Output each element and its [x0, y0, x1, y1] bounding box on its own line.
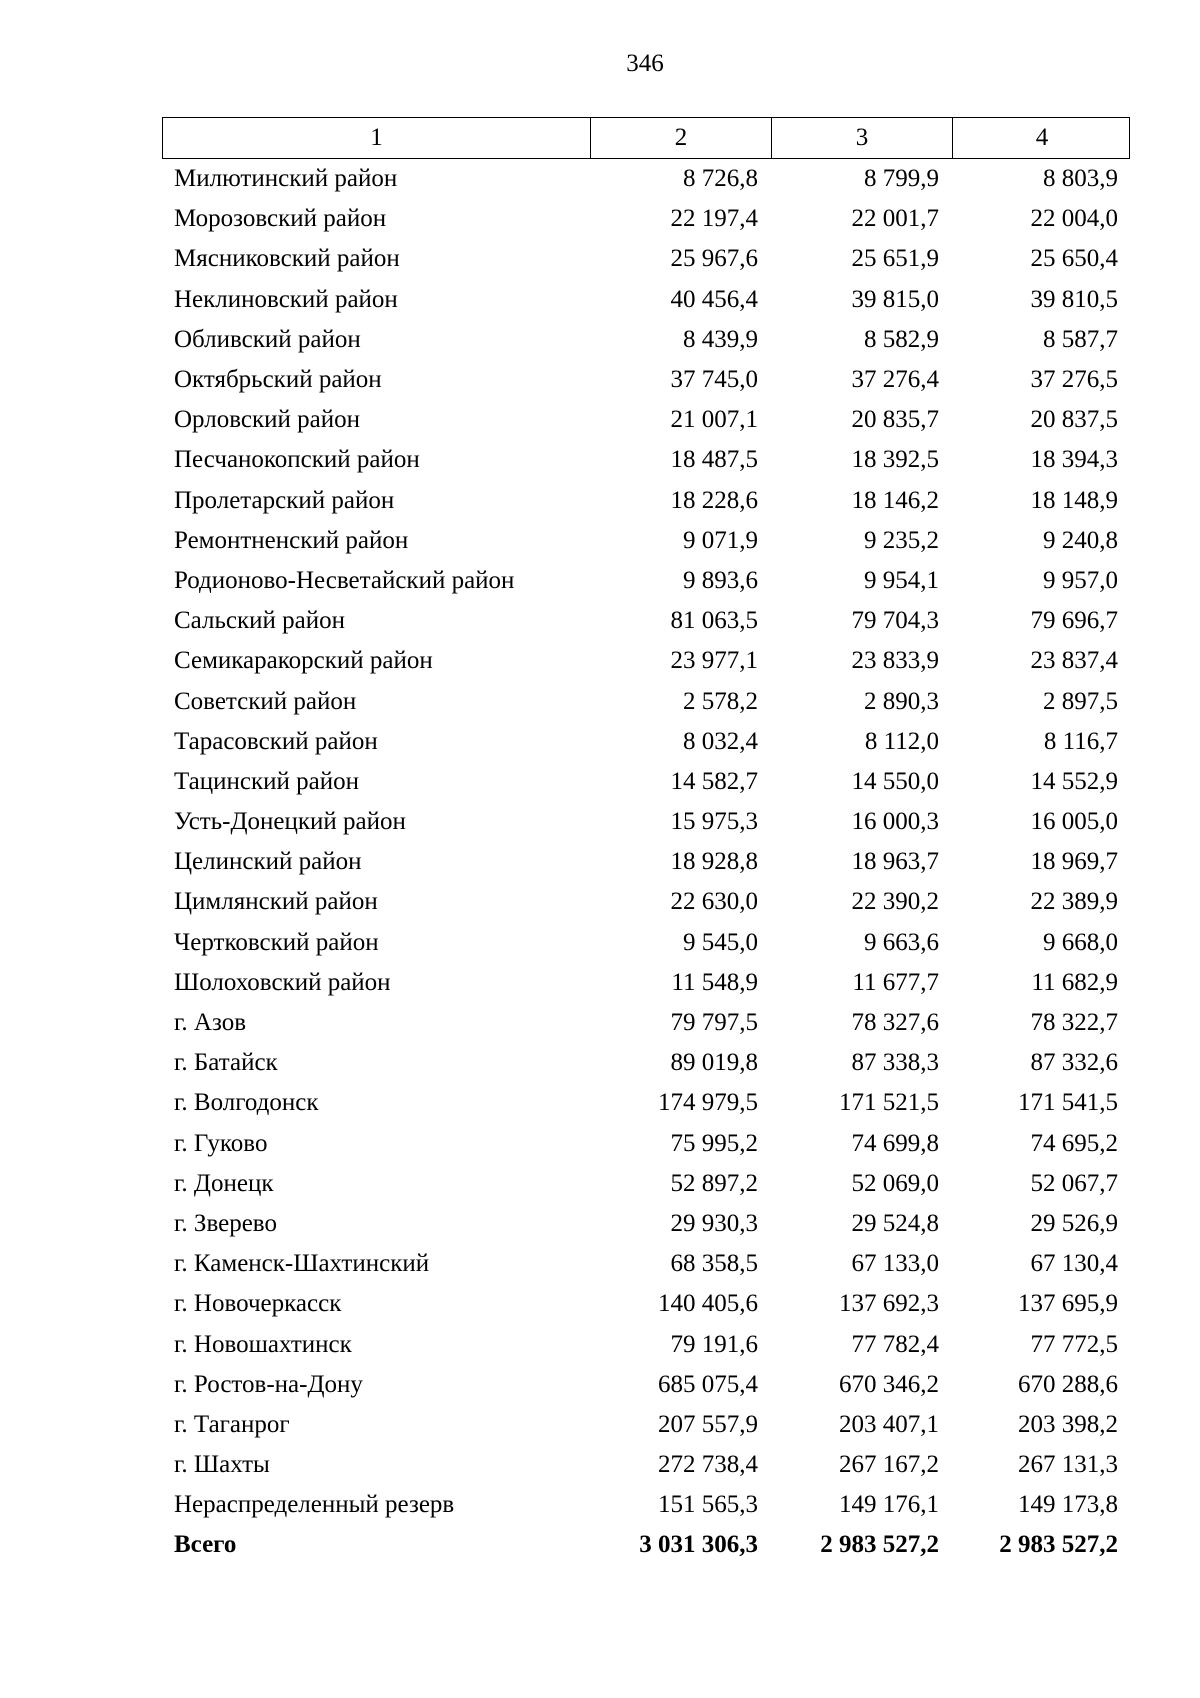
table-row — [162, 481, 1130, 521]
row-name: г. Шахты — [174, 1451, 270, 1479]
value-col-4: 18 148,9 — [1030, 486, 1118, 514]
value-col-4: 2 983 527,2 — [999, 1531, 1118, 1559]
value-col-3: 11 677,7 — [852, 968, 939, 996]
page-number: 346 — [626, 50, 664, 77]
table-row — [162, 1445, 1130, 1485]
row-name: Ремонтненский район — [174, 526, 409, 554]
row-name: г. Волгодонск — [174, 1089, 319, 1117]
value-col-2: 272 738,4 — [658, 1451, 758, 1479]
row-name: г. Донецк — [174, 1169, 274, 1197]
row-name: Октябрьский район — [174, 366, 382, 394]
value-col-3: 18 392,5 — [851, 446, 939, 474]
value-col-2: 79 191,6 — [670, 1330, 758, 1358]
value-col-2: 15 975,3 — [670, 808, 758, 836]
value-col-2: 18 228,6 — [670, 486, 758, 514]
value-col-3: 39 815,0 — [851, 285, 939, 313]
value-col-4: 87 332,6 — [1030, 1049, 1118, 1077]
value-col-3: 8 112,0 — [864, 727, 939, 755]
value-col-4: 9 240,8 — [1043, 526, 1118, 554]
value-col-2: 52 897,2 — [670, 1169, 758, 1197]
value-col-3: 25 651,9 — [851, 245, 939, 273]
row-name: г. Зверево — [174, 1209, 277, 1237]
table-row — [162, 1405, 1130, 1445]
value-col-4: 11 682,9 — [1031, 968, 1118, 996]
value-col-2: 151 565,3 — [658, 1491, 758, 1519]
value-col-2: 18 928,8 — [670, 848, 758, 876]
row-name: Орловский район — [174, 406, 360, 434]
row-name: Пролетарский район — [174, 486, 395, 514]
row-name: Семикаракорский район — [174, 647, 433, 675]
value-col-4: 8 116,7 — [1043, 727, 1118, 755]
value-col-4: 79 696,7 — [1030, 607, 1118, 635]
value-col-4: 149 173,8 — [1018, 1491, 1118, 1519]
value-col-3: 2 890,3 — [864, 687, 939, 715]
table-row — [162, 1164, 1130, 1204]
value-col-4: 37 276,5 — [1030, 366, 1118, 394]
value-col-3: 14 550,0 — [851, 767, 939, 795]
value-col-3: 74 699,8 — [851, 1129, 939, 1157]
table-row — [162, 1284, 1130, 1324]
value-col-2: 18 487,5 — [670, 446, 758, 474]
table-row — [162, 360, 1130, 400]
value-col-4: 22 004,0 — [1030, 205, 1118, 233]
value-col-4: 267 131,3 — [1018, 1451, 1118, 1479]
table-row — [162, 963, 1130, 1003]
table-row — [162, 802, 1130, 842]
value-col-3: 8 799,9 — [864, 165, 939, 193]
table-row — [162, 561, 1130, 601]
row-name: Неклиновский район — [174, 285, 398, 313]
table-row — [162, 159, 1130, 199]
row-name: Морозовский район — [174, 205, 387, 233]
row-name: г. Гуково — [174, 1129, 268, 1157]
value-col-2: 174 979,5 — [658, 1089, 758, 1117]
value-col-4: 18 969,7 — [1030, 848, 1118, 876]
value-col-4: 2 897,5 — [1043, 687, 1118, 715]
header-col-3: 3 — [771, 118, 952, 158]
value-col-2: 9 893,6 — [683, 566, 758, 594]
value-col-3: 203 407,1 — [839, 1410, 939, 1438]
value-col-2: 75 995,2 — [670, 1129, 758, 1157]
budget-table — [162, 117, 1130, 1566]
value-col-2: 11 548,9 — [671, 968, 758, 996]
value-col-3: 9 954,1 — [864, 566, 939, 594]
value-col-3: 8 582,9 — [864, 325, 939, 353]
value-col-2: 9 545,0 — [683, 928, 758, 956]
value-col-3: 37 276,4 — [851, 366, 939, 394]
value-col-4: 16 005,0 — [1030, 808, 1118, 836]
row-name: Чертковский район — [174, 928, 379, 956]
value-col-3: 18 963,7 — [851, 848, 939, 876]
value-col-4: 29 526,9 — [1030, 1209, 1118, 1237]
value-col-2: 8 726,8 — [683, 165, 758, 193]
value-col-4: 18 394,3 — [1030, 446, 1118, 474]
table-row — [162, 601, 1130, 641]
value-col-4: 23 837,4 — [1030, 647, 1118, 675]
table-row — [162, 440, 1130, 480]
row-name: Милютинский район — [174, 165, 398, 193]
row-name: Песчанокопский район — [174, 446, 420, 474]
value-col-4: 8 587,7 — [1043, 325, 1118, 353]
value-col-3: 67 133,0 — [851, 1250, 939, 1278]
table-body — [162, 159, 1130, 1566]
value-col-2: 2 578,2 — [683, 687, 758, 715]
table-row — [162, 320, 1130, 360]
value-col-3: 2 983 527,2 — [820, 1531, 939, 1559]
value-col-4: 67 130,4 — [1030, 1250, 1118, 1278]
table-row — [162, 1485, 1130, 1525]
table-header-row — [162, 117, 1130, 159]
value-col-4: 39 810,5 — [1030, 285, 1118, 313]
total-row — [162, 1525, 1130, 1565]
table-row — [162, 1244, 1130, 1284]
row-name: Нераспределенный резерв — [174, 1491, 455, 1519]
table-row — [162, 239, 1130, 279]
table-row — [162, 1043, 1130, 1083]
row-name: г. Азов — [174, 1009, 247, 1037]
row-name: Родионово-Несветайский район — [174, 566, 515, 594]
table-row — [162, 722, 1130, 762]
row-name: Мясниковский район — [174, 245, 400, 273]
value-col-2: 207 557,9 — [658, 1410, 758, 1438]
value-col-3: 29 524,8 — [851, 1209, 939, 1237]
value-col-4: 22 389,9 — [1030, 888, 1118, 916]
table-row — [162, 400, 1130, 440]
value-col-2: 29 930,3 — [670, 1209, 758, 1237]
value-col-3: 137 692,3 — [839, 1290, 939, 1318]
value-col-3: 52 069,0 — [851, 1169, 939, 1197]
value-col-2: 8 439,9 — [683, 325, 758, 353]
value-col-4: 52 067,7 — [1030, 1169, 1118, 1197]
table-row — [162, 1365, 1130, 1405]
row-name: Советский район — [174, 687, 357, 715]
value-col-4: 137 695,9 — [1018, 1290, 1118, 1318]
value-col-3: 267 167,2 — [839, 1451, 939, 1479]
row-name: г. Ростов-на-Дону — [174, 1370, 363, 1398]
value-col-3: 87 338,3 — [851, 1049, 939, 1077]
value-col-2: 81 063,5 — [670, 607, 758, 635]
value-col-4: 77 772,5 — [1030, 1330, 1118, 1358]
value-col-3: 670 346,2 — [839, 1370, 939, 1398]
value-col-4: 20 837,5 — [1030, 406, 1118, 434]
table-row — [162, 1083, 1130, 1123]
value-col-3: 18 146,2 — [851, 486, 939, 514]
value-col-4: 25 650,4 — [1030, 245, 1118, 273]
value-col-4: 9 957,0 — [1043, 566, 1118, 594]
value-col-2: 89 019,8 — [670, 1049, 758, 1077]
value-col-3: 77 782,4 — [851, 1330, 939, 1358]
value-col-2: 14 582,7 — [670, 767, 758, 795]
value-col-4: 171 541,5 — [1018, 1089, 1118, 1117]
value-col-2: 68 358,5 — [670, 1250, 758, 1278]
value-col-3: 149 176,1 — [839, 1491, 939, 1519]
table-row — [162, 641, 1130, 681]
value-col-4: 670 288,6 — [1018, 1370, 1118, 1398]
row-name: г. Батайск — [174, 1049, 278, 1077]
row-name: Целинский район — [174, 848, 362, 876]
value-col-4: 8 803,9 — [1043, 165, 1118, 193]
row-name: Тацинский район — [174, 767, 359, 795]
table-row — [162, 521, 1130, 561]
row-name: г. Таганрог — [174, 1410, 290, 1438]
value-col-2: 25 967,6 — [670, 245, 758, 273]
table-row — [162, 1003, 1130, 1043]
value-col-4: 14 552,9 — [1030, 767, 1118, 795]
row-name: Усть-Донецкий район — [174, 808, 406, 836]
row-name: Шолоховский район — [174, 968, 391, 996]
value-col-2: 40 456,4 — [670, 285, 758, 313]
value-col-2: 9 071,9 — [683, 526, 758, 554]
row-name: г. Новошахтинск — [174, 1330, 352, 1358]
value-col-3: 171 521,5 — [839, 1089, 939, 1117]
table-row — [162, 199, 1130, 239]
value-col-2: 140 405,6 — [658, 1290, 758, 1318]
header-col-2: 2 — [590, 118, 771, 158]
header-col-4: 4 — [952, 118, 1131, 158]
row-name: Всего — [174, 1531, 237, 1559]
value-col-2: 21 007,1 — [670, 406, 758, 434]
row-name: г. Новочеркасск — [174, 1290, 342, 1318]
value-col-3: 20 835,7 — [851, 406, 939, 434]
table-row — [162, 1204, 1130, 1244]
value-col-4: 9 668,0 — [1043, 928, 1118, 956]
row-name: Тарасовский район — [174, 727, 378, 755]
table-row — [162, 1324, 1130, 1364]
value-col-3: 9 663,6 — [864, 928, 939, 956]
table-row — [162, 842, 1130, 882]
value-col-4: 74 695,2 — [1030, 1129, 1118, 1157]
value-col-3: 22 001,7 — [851, 205, 939, 233]
value-col-3: 79 704,3 — [851, 607, 939, 635]
value-col-3: 16 000,3 — [851, 808, 939, 836]
row-name: Обливский район — [174, 325, 361, 353]
value-col-2: 3 031 306,3 — [639, 1531, 758, 1559]
value-col-2: 8 032,4 — [683, 727, 758, 755]
value-col-3: 9 235,2 — [864, 526, 939, 554]
header-col-1: 1 — [370, 124, 383, 151]
table-row — [162, 762, 1130, 802]
value-col-3: 22 390,2 — [851, 888, 939, 916]
value-col-2: 79 797,5 — [670, 1009, 758, 1037]
value-col-2: 22 630,0 — [670, 888, 758, 916]
table-row — [162, 923, 1130, 963]
row-name: Цимлянский район — [174, 888, 378, 916]
value-col-2: 37 745,0 — [670, 366, 758, 394]
value-col-2: 22 197,4 — [670, 205, 758, 233]
row-name: Сальский район — [174, 607, 345, 635]
value-col-4: 78 322,7 — [1030, 1009, 1118, 1037]
value-col-2: 685 075,4 — [658, 1370, 758, 1398]
value-col-2: 23 977,1 — [670, 647, 758, 675]
value-col-3: 78 327,6 — [851, 1009, 939, 1037]
table-row — [162, 280, 1130, 320]
row-name: г. Каменск-Шахтинский — [174, 1250, 430, 1278]
value-col-4: 203 398,2 — [1018, 1410, 1118, 1438]
table-row — [162, 882, 1130, 922]
table-row — [162, 681, 1130, 721]
table-row — [162, 1124, 1130, 1164]
value-col-3: 23 833,9 — [851, 647, 939, 675]
